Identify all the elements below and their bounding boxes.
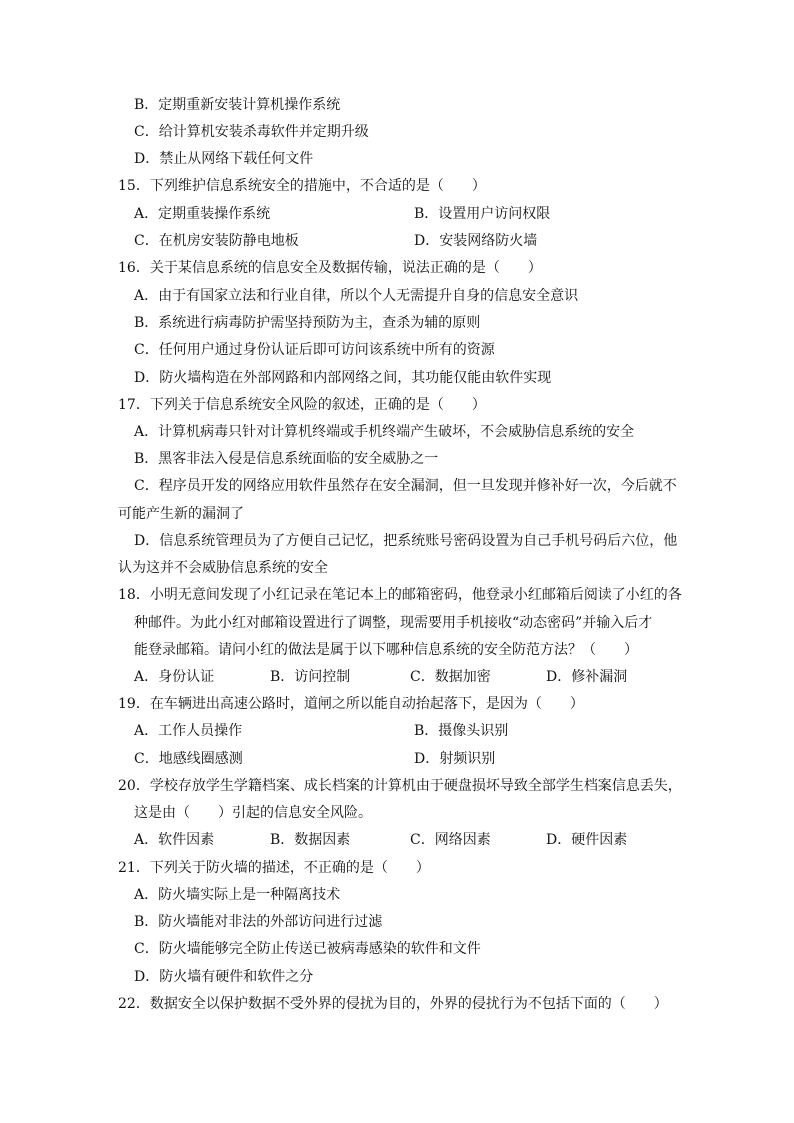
q18-stem-line3: 能登录邮箱。请问小红的做法是属于以下哪种信息系统的安全防范方法？（ ） bbox=[134, 642, 638, 658]
q16-stem: 16．关于某信息系统的信息安全及数据传输，说法正确的是（ ） bbox=[118, 260, 542, 276]
q18-stem-line2: 种邮件。为此小红对邮箱设置进行了调整，现需要用手机接收“动态密码”并输入后才 bbox=[134, 615, 653, 631]
q20-option-d: D．硬件因素 bbox=[546, 832, 628, 848]
q18-option-d: D．修补漏洞 bbox=[546, 669, 628, 685]
q19-option-c: C．地感线圈感测 bbox=[134, 751, 243, 767]
q20-option-a: A．软件因素 bbox=[134, 832, 215, 848]
q20-options-row bbox=[134, 831, 694, 849]
q17-stem: 17．下列关于信息系统安全风险的叙述，正确的是（ ） bbox=[118, 397, 486, 413]
q21-option-d: D．防火墙有硬件和软件之分 bbox=[134, 969, 314, 985]
q15-row-2 bbox=[134, 232, 694, 250]
q14-option-c: C．给计算机安装杀毒软件并定期升级 bbox=[134, 124, 369, 140]
q20-stem-line2: 这是由（ ）引起的信息安全风险。 bbox=[134, 805, 372, 821]
q20-option-c: C．网络因素 bbox=[410, 832, 491, 848]
q16-option-a: A．由于有国家立法和行业自律，所以个人无需提升自身的信息安全意识 bbox=[134, 288, 579, 304]
q19-row-1 bbox=[134, 722, 694, 740]
q18-stem-line1: 18．小明无意间发现了小红记录在笔记本上的邮箱密码，他登录小红邮箱后阅读了小红的各 bbox=[118, 587, 682, 603]
q17-option-d-line1: D．信息系统管理员为了方便自己记忆，把系统账号密码设置为自己手机号码后六位，他 bbox=[134, 533, 678, 549]
q15-option-d: D．安装网络防火墙 bbox=[414, 233, 538, 249]
q21-option-c: C．防火墙能够完全防止传送已被病毒感染的软件和文件 bbox=[134, 941, 481, 957]
q19-option-d: D．射频识别 bbox=[414, 751, 496, 767]
q17-option-c-line2: 可能产生新的漏洞了 bbox=[118, 506, 244, 522]
q21-option-a: A．防火墙实际上是一种隔离技术 bbox=[134, 887, 341, 903]
q18-option-a: A．身份认证 bbox=[134, 669, 215, 685]
q20-stem-line1: 20．学校存放学生学籍档案、成长档案的计算机由于硬盘损坏导致全部学生档案信息丢失， bbox=[118, 778, 682, 794]
q19-option-a: A．工作人员操作 bbox=[134, 723, 243, 739]
q15-stem: 15．下列维护信息系统安全的措施中，不合适的是（ ） bbox=[118, 178, 486, 194]
q18-option-c: C．数据加密 bbox=[410, 669, 491, 685]
q18-options-row bbox=[134, 668, 694, 686]
q16-option-d: D．防火墙构造在外部网路和内部网络之间，其功能仅能由软件实现 bbox=[134, 370, 552, 386]
q14-option-d: D．禁止从网络下载任何文件 bbox=[134, 151, 314, 167]
q22-stem: 22．数据安全以保护数据不受外界的侵扰为目的，外界的侵扰行为不包括下面的（ ） bbox=[118, 996, 668, 1012]
q15-row-1 bbox=[134, 205, 694, 223]
q21-stem: 21．下列关于防火墙的描述，不正确的是（ ） bbox=[118, 860, 430, 876]
q16-option-c: C．任何用户通过身份认证后即可访问该系统中所有的资源 bbox=[134, 342, 495, 358]
q19-stem: 19．在车辆进出高速公路时，道闸之所以能自动抬起落下，是因为（ ） bbox=[118, 696, 584, 712]
q17-option-d-line2: 认为这并不会威胁信息系统的安全 bbox=[118, 560, 328, 576]
q15-option-a: A．定期重装操作系统 bbox=[134, 206, 271, 222]
q15-option-c: C．在机房安装防静电地板 bbox=[134, 233, 299, 249]
q17-option-a: A．计算机病毒只针对计算机终端或手机终端产生破坏，不会威胁信息系统的安全 bbox=[134, 424, 635, 440]
q20-option-b: B．数据因素 bbox=[270, 832, 351, 848]
q21-option-b: B．防火墙能对非法的外部访问进行过滤 bbox=[134, 914, 383, 930]
q16-option-b: B．系统进行病毒防护需坚持预防为主，查杀为辅的原则 bbox=[134, 315, 481, 331]
q18-option-b: B．访问控制 bbox=[270, 669, 351, 685]
q17-option-c-line1: C．程序员开发的网络应用软件虽然存在安全漏洞，但一旦发现并修补好一次，今后就不 bbox=[134, 478, 677, 494]
q19-row-2 bbox=[134, 750, 694, 768]
q19-option-b: B．摄像头识别 bbox=[414, 723, 509, 739]
q14-option-b: B．定期重新安装计算机操作系统 bbox=[134, 97, 341, 113]
q15-option-b: B．设置用户访问权限 bbox=[414, 206, 551, 222]
q17-option-b: B．黑客非法入侵是信息系统面临的安全威胁之一 bbox=[134, 451, 439, 467]
